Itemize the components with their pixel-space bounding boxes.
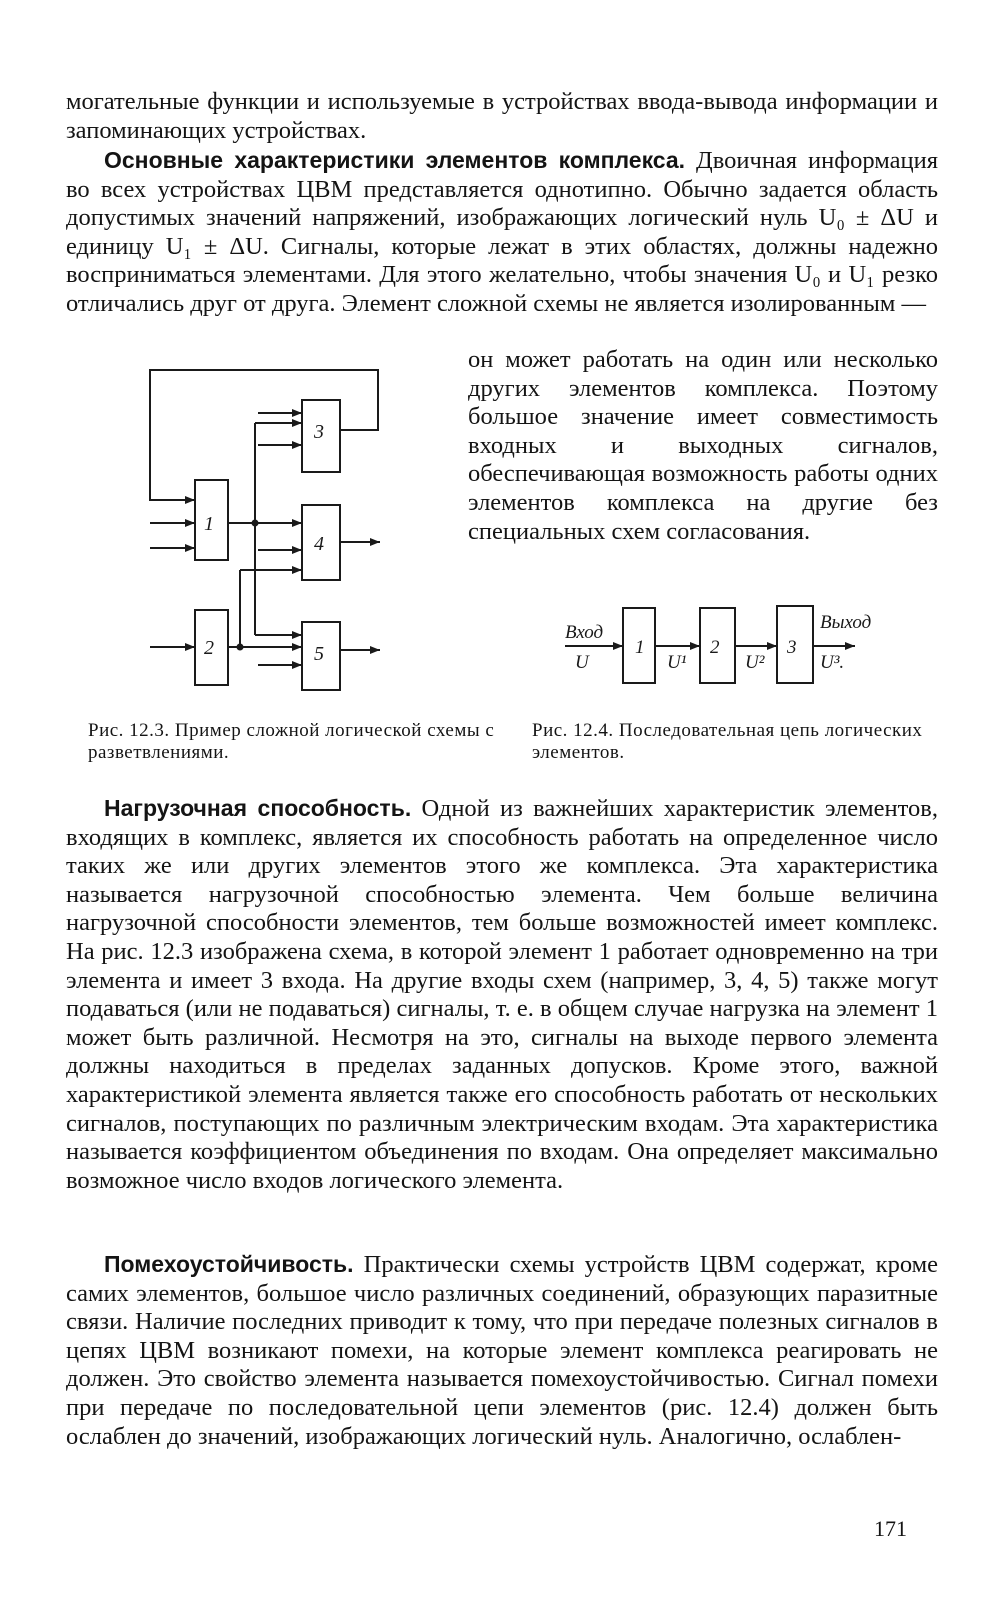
signal-u1: U¹	[667, 652, 687, 673]
input-label: Вход	[565, 622, 604, 643]
input-symbol: U	[575, 652, 589, 673]
signal-u2: U²	[745, 652, 765, 673]
text-main-characteristics: Двоичная информация во всех устройствах ЦВМ представляется однотипно. Обычно задается область допустимых значений напряжений, изображающих логический нуль U₀ ± ΔU и единицу U₁ ± ΔU. Сигналы, которые лежат в этих областях, должны надежно восприниматься элементами. Для этого желательно, чтобы значения U₀ и U₁ резко отличались друг от друга. Элемент сложной схемы не является изолированным —	[66, 147, 938, 317]
chain-block-2-label: 2	[710, 637, 720, 658]
block-5-label: 5	[314, 643, 324, 665]
page-number: 171	[874, 1516, 907, 1541]
figure-12-4-diagram	[555, 598, 900, 693]
heading-noise-immunity: Помехоустойчивость.	[104, 1251, 354, 1277]
chain-block-3-label: 3	[787, 637, 797, 658]
caption-figure-12-3: Рис. 12.3. Пример сложной логической схемы с разветвлениями.	[88, 720, 495, 763]
paragraph-noise-immunity	[66, 1250, 938, 1451]
block-4-label: 4	[314, 533, 324, 555]
caption-figure-12-4: Рис. 12.4. Последовательная цепь логических элементов.	[532, 720, 923, 763]
paragraph-load-capacity	[66, 794, 938, 1195]
signal-u3: U³.	[820, 652, 845, 673]
heading-load-capacity: Нагрузочная способность.	[104, 795, 412, 821]
figure-12-3-diagram	[140, 360, 400, 700]
paragraph-continuation: могательные функции и используемые в устройствах ввода-вывода информации и запоминающих устройствах.	[66, 88, 938, 144]
text-load-capacity: Одной из важнейших характеристик элементов, входящих в комплекс, является их способность работать на определенное число таких же или других элементов этого же комплекса. Эта характеристика называется нагрузочной способностью элемента. Чем больше величина нагрузочной способности элементов, тем больше возможностей имеет комплекс. На рис. 12.3 изображена схема, в которой элемент 1 работает одновременно на три элемента и имеет 3 входа. На другие входы схем (например, 3, 4, 5) также могут подаваться (или не подаваться) сигналы, т. е. в общем случае нагрузка на элемент 1 может быть различной. Несмотря на это, сигналы на выходе первого элемента должны находиться в пределах заданных допусков. Кроме этого, важной характеристикой элемента является также его способность работать от нескольких сигналов, поступающих по различным электрическим входам. Эта характеристика называется коэффициентом объединения по входам. Она определяет максимально возможное число входов логического элемента.	[66, 795, 938, 1194]
block-1-label: 1	[204, 513, 214, 535]
output-label: Выход	[820, 612, 872, 633]
block-3-label: 3	[314, 421, 324, 443]
paragraph-side-text: он может работать на один или несколько других элементов комплекса. Поэтому большое значение имеет совместимость входных и выходных сигналов, обеспечивающая возможность работы одних элементов комплекса на другие без специальных схем согласования.	[468, 346, 938, 545]
paragraph-main-characteristics	[66, 146, 938, 346]
heading-main-characteristics: Основные характеристики элементов комплекса.	[104, 147, 686, 173]
chain-block-1-label: 1	[635, 637, 645, 658]
block-2-label: 2	[204, 637, 214, 659]
text-noise-immunity: Практически схемы устройств ЦВМ содержат, кроме самих элементов, большое число различных соединений, образующих паразитные связи. Наличие последних приводит к тому, что при передаче полезных сигналов в цепях ЦВМ возникают помехи, на которые элемент комплекса реагировать не должен. Это свойство элемента называется помехоустойчивостью. Сигнал помехи при передаче по последовательной цепи элементов (рис. 12.4) должен быть ослаблен до значений, изображающих логический нуль. Аналогично, ослаблен-	[66, 1251, 938, 1450]
